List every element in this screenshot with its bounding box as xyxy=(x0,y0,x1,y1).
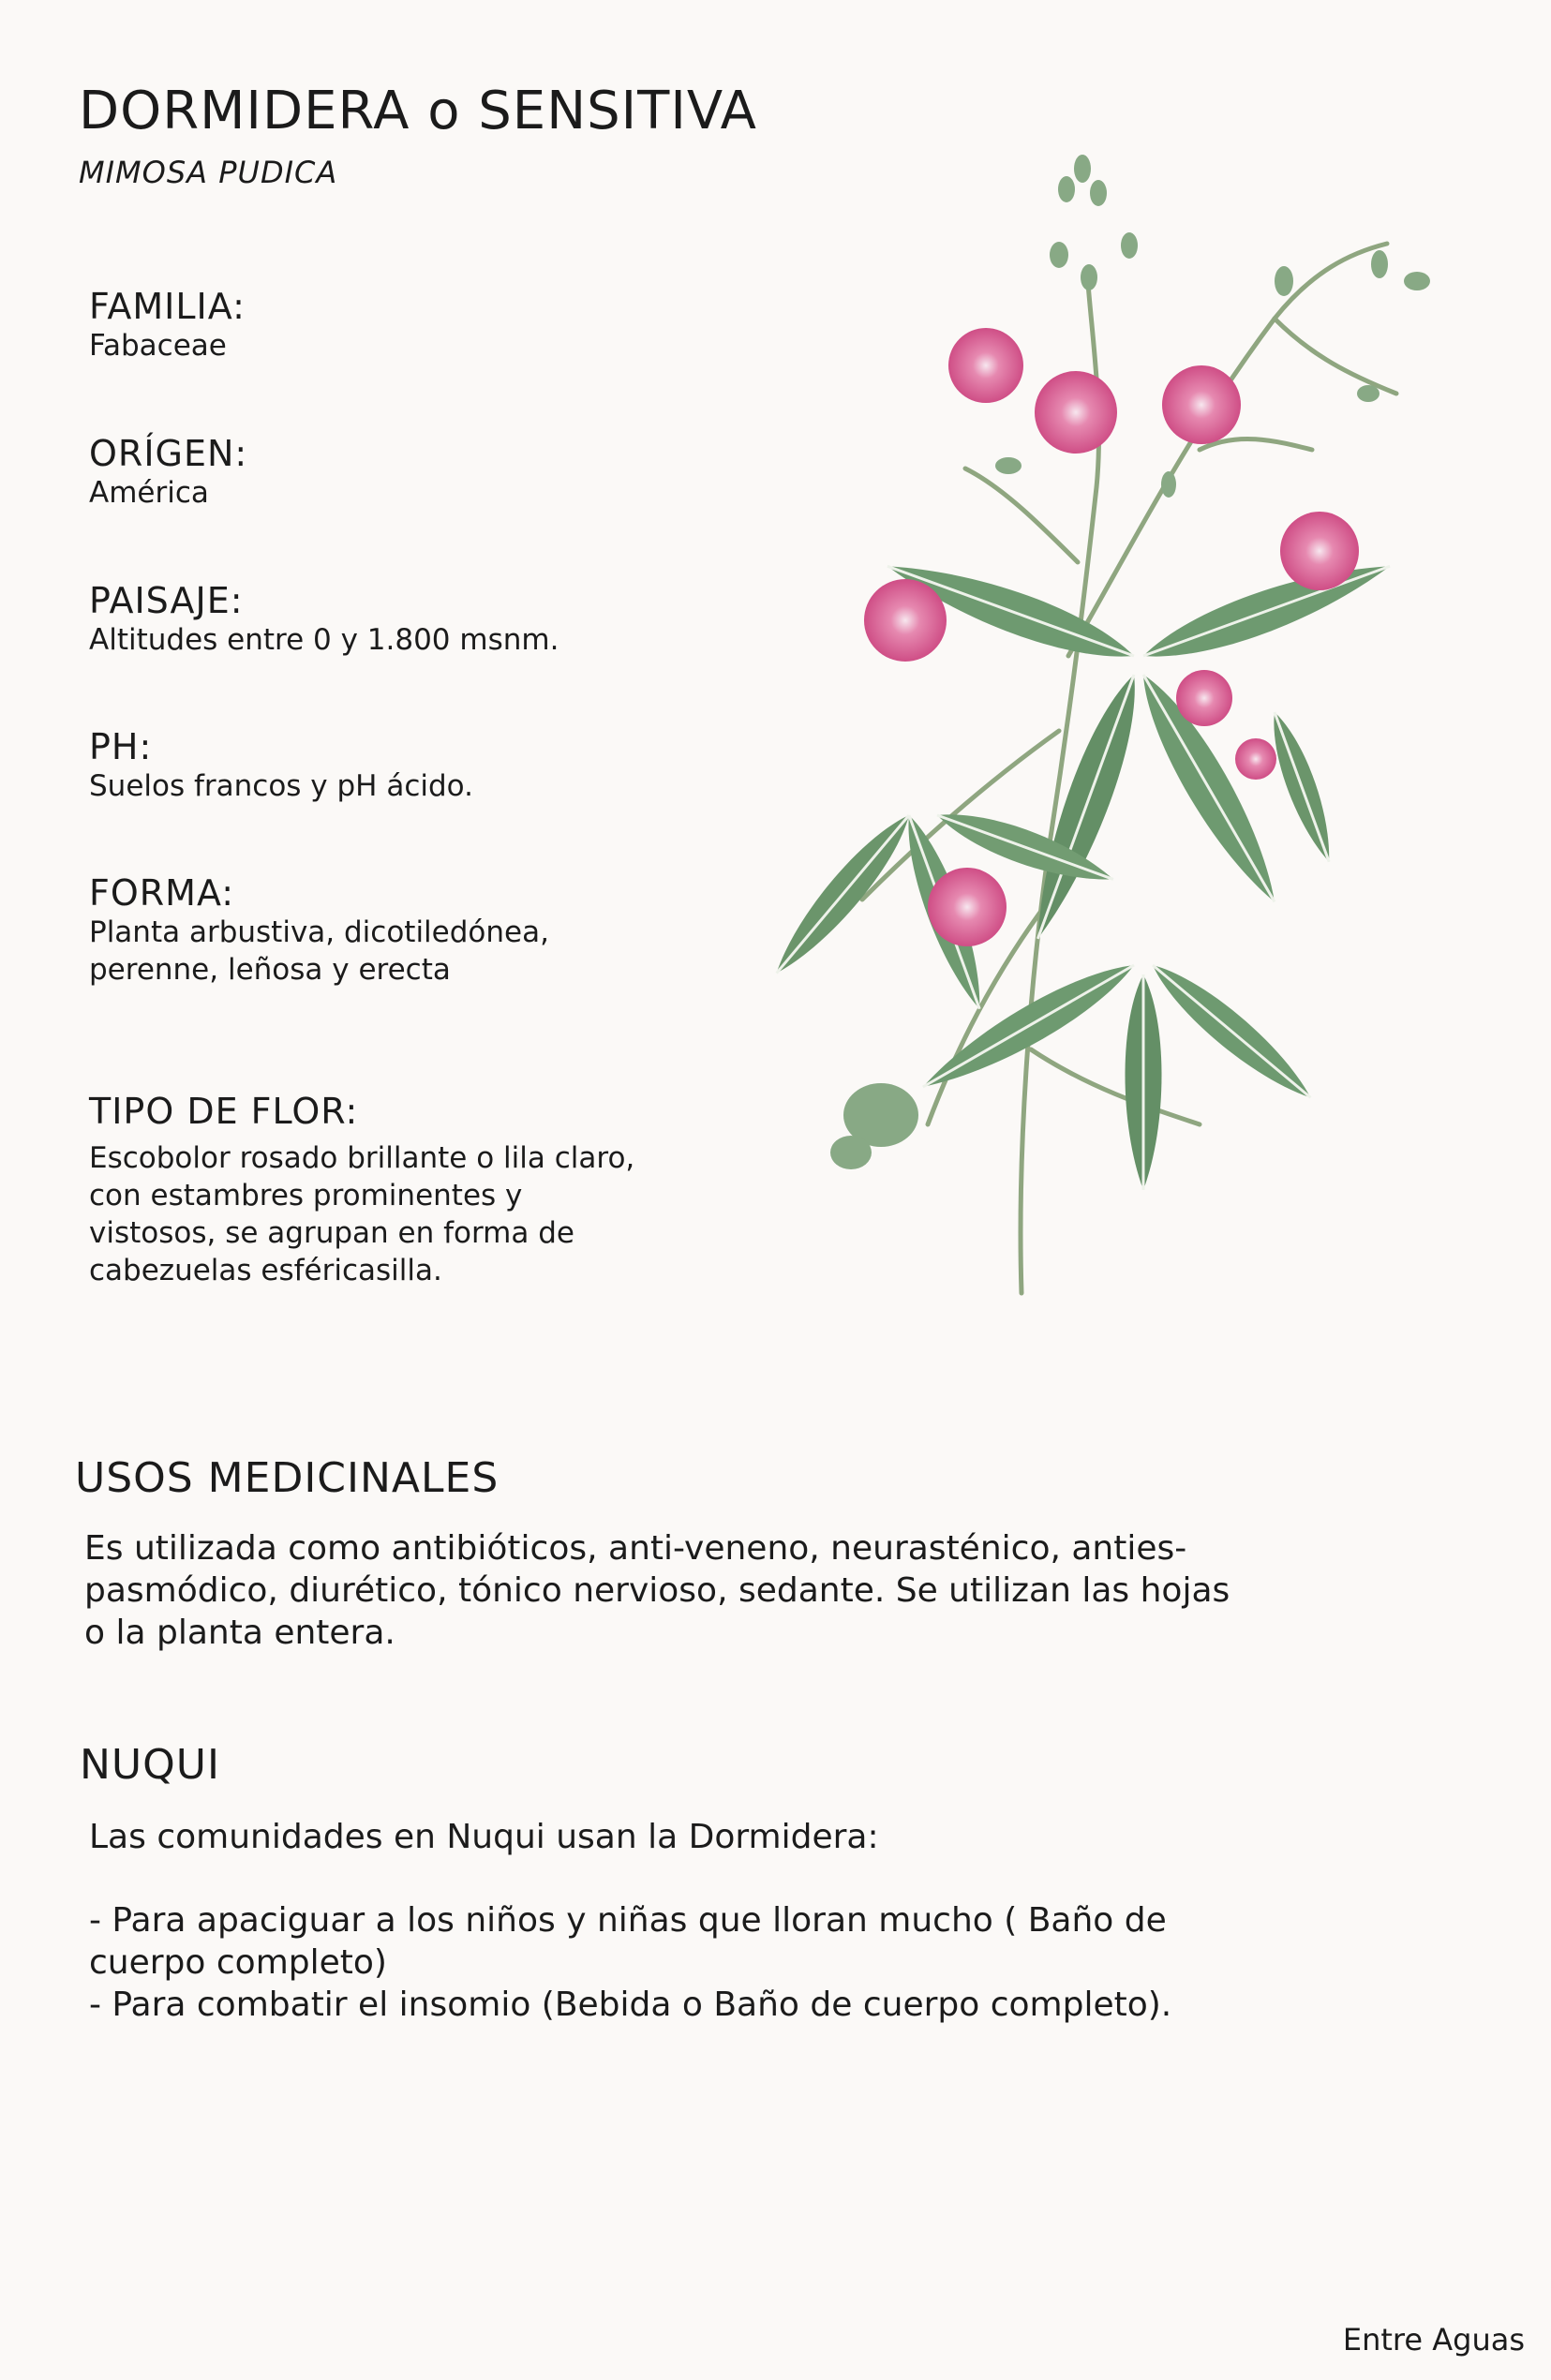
fact-label: PH: xyxy=(89,726,153,767)
usos-heading: USOS MEDICINALES xyxy=(75,1454,500,1502)
fact-value: América xyxy=(89,476,209,510)
flower-icon xyxy=(948,328,1023,403)
fact-origen xyxy=(89,433,698,512)
flowers xyxy=(864,328,1359,946)
fact-familia xyxy=(89,286,698,364)
fact-label: PAISAJE: xyxy=(89,580,244,621)
flower-icon xyxy=(1176,670,1232,726)
fact-value: Suelos francos y pH ácido. xyxy=(89,769,473,803)
flower-icon xyxy=(1235,738,1276,780)
footer-brand: Entre Aguas xyxy=(1342,2322,1525,2358)
nuqui-list: - Para apaciguar a los niños y niñas que lloran mucho ( Baño de cuerpo completo) - Para combatir el insomio (Bebida o Baño de cuerpo completo). xyxy=(89,1901,1172,2024)
fact-ph xyxy=(89,726,698,805)
scientific-name: MIMOSA PUDICA xyxy=(79,155,338,190)
fact-label: TIPO DE FLOR: xyxy=(89,1091,359,1132)
fact-label: FAMILIA: xyxy=(89,286,246,327)
nuqui-heading: NUQUI xyxy=(80,1741,220,1789)
flower-icon xyxy=(928,868,1007,946)
fact-value: Planta arbustiva, dicotiledónea, perenne, leñosa y erecta xyxy=(89,915,549,987)
fact-forma xyxy=(89,872,698,989)
fact-value: Altitudes entre 0 y 1.800 msnm. xyxy=(89,623,559,657)
mimosa-pudica-illustration xyxy=(750,131,1499,1312)
fact-value: Fabaceae xyxy=(89,329,227,363)
stems xyxy=(862,244,1396,1293)
fact-label: ORÍGEN: xyxy=(89,433,248,474)
flower-icon xyxy=(1280,512,1359,590)
page-title: DORMIDERA o SENSITIVA xyxy=(79,81,757,141)
fact-value: Escobolor rosado brillante o lila claro, con estambres prominentes y vistosos, se agrupan en forma de cabezuelas esféricasilla. xyxy=(89,1141,635,1287)
flower-icon xyxy=(1035,371,1117,454)
fact-tipo-de-flor xyxy=(89,1091,698,1289)
fact-label: FORMA: xyxy=(89,872,235,914)
fact-paisaje xyxy=(89,580,698,659)
flower-icon xyxy=(864,579,947,662)
usos-text: Es utilizada como antibióticos, anti-veneno, neurasténico, anties- pasmódico, diurético, tónico nervioso, sedante. Se utilizan las hojas o la planta entera. xyxy=(84,1529,1230,1652)
nuqui-intro: Las comunidades en Nuqui usan la Dormidera: xyxy=(89,1818,879,1856)
flower-icon xyxy=(1162,365,1241,444)
